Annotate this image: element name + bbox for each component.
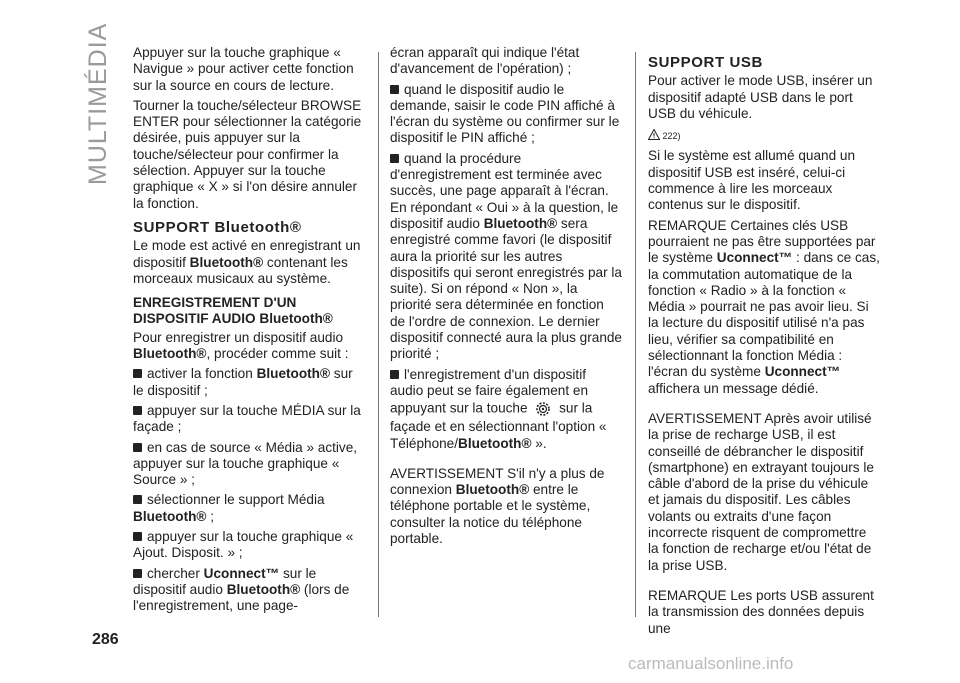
list-item: appuyer sur la touche MÉDIA sur la façade ; — [133, 402, 361, 435]
list-item: sélectionner le support Média Bluetooth® ; — [133, 492, 325, 524]
list-item: chercher Uconnect™ sur le dispositif audio Bluetooth® (lors de l'enregistrement, une page- — [133, 565, 350, 614]
list-item: l'enregistrement d'un dispositif audio peut se faire également en appuyant sur la touche sur la façade et en sélectionnant l'option « Téléphone/Bluetooth® ». — [390, 366, 607, 451]
column-divider — [635, 52, 636, 617]
column-divider — [378, 52, 379, 617]
warning-paragraph: AVERTISSEMENT Après avoir utilisé la prise de recharge USB, il est conseillé de débrancher le dispositif (smartphone) en extrayant toujours le câble d'abord de la prise du véhicule et jamais du dispositif. Les câbles volants ou extraits d'une façon incorrecte risquent de compromettre la fonction de recharge et/ou l'état de la prise USB. — [648, 410, 874, 573]
bullet-icon — [133, 532, 142, 541]
heading-support-usb: SUPPORT USB — [648, 54, 763, 71]
bullet-icon — [133, 569, 142, 578]
column-3 — [648, 45, 880, 641]
list-item: en cas de source « Média » active, appuyer sur la touche graphique « Source » ; — [133, 439, 358, 488]
paragraph: Pour activer le mode USB, insérer un dispositif adapté USB dans le port USB du véhicule. — [648, 73, 873, 121]
paragraph: Tourner la touche/sélecteur BROWSE ENTER pour sélectionner la catégorie désirée, puis appuyer sur la touche/sélecteur pour confirmer la sélection. Appuyer sur la touche graphique « X » si l'on désire annuler la fonction. — [133, 97, 362, 211]
bullet-icon — [133, 495, 142, 504]
list-item: quand le dispositif audio le demande, saisir le code PIN affiché à l'écran du système ou confirmer sur le dispositif le PIN affiché ; — [390, 81, 620, 146]
watermark: carmanualsonline.info — [628, 654, 794, 673]
paragraph: REMARQUE Certaines clés USB pourraient ne pas être supportées par le système Uconnect™ : dans ce cas, la commutation automatique de la fonction « Radio » à la fonction « Média » pourrait ne pas avoir lieu. Si la lecture du dispositif utilisé n'a pas lieu, vérifier sa compatibilité en sélectionnant la fonction Média : l'écran du système Uconnect™ affichera un message dédié. — [648, 217, 880, 396]
list-item: activer la fonction Bluetooth® sur le dispositif ; — [133, 366, 353, 398]
bullet-icon — [133, 406, 142, 415]
paragraph: REMARQUE Les ports USB assurent la transmission des données depuis une — [648, 587, 874, 636]
bullet-icon — [390, 85, 399, 94]
paragraph: Si le système est allumé quand un dispositif USB est inséré, celui-ci commence à lire les morceaux contenus sur le dispositif. — [648, 148, 856, 213]
page-number: 286 — [92, 631, 119, 648]
paragraph: Le mode est activé en enregistrant un dispositif Bluetooth® contenant les morceaux musicaux au système. — [133, 238, 361, 286]
bullet-icon — [133, 369, 142, 378]
list-item: appuyer sur la touche graphique « Ajout. Disposit. » ; — [133, 529, 354, 561]
column-1 — [133, 45, 365, 619]
paragraph: écran apparaît qui indique l'état d'avancement de l'opération) ; — [390, 45, 580, 77]
settings-gear-icon — [533, 399, 553, 419]
bullet-icon — [390, 154, 399, 163]
warning-reference: 222) — [648, 128, 681, 144]
warning-triangle-icon — [648, 129, 660, 140]
bullet-icon — [133, 443, 142, 452]
section-title: MULTIMÉDIA — [84, 22, 112, 185]
heading-enregistrement: ENREGISTREMENT D'UN DISPOSITIF AUDIO Bluetooth® — [133, 295, 333, 327]
bullet-icon — [390, 370, 399, 379]
column-2 — [390, 45, 622, 551]
warning-paragraph: AVERTISSEMENT S'il n'y a plus de connexion Bluetooth® entre le téléphone portable et le système, consulter la notice du téléphone portable. — [390, 465, 605, 547]
paragraph: Appuyer sur la touche graphique « Navigue » pour activer cette fonction sur la source en cours de lecture. — [133, 45, 354, 93]
list-item: quand la procédure d'enregistrement est terminée avec succès, une page apparaît à l'écran. En répondant « Oui » à la question, le dispositif audio Bluetooth® sera enregistré comme favori (le dispositif aura la priorité sur les autres dispositifs qui seront enregistrés par la suite). Si on répond « Non », la priorité sera déterminée en fonction de l'ordre de connexion. Le dernier dispositif connecté aura la plus grande priorité ; — [390, 150, 622, 362]
heading-support-bluetooth: SUPPORT Bluetooth® — [133, 218, 302, 236]
paragraph: Pour enregistrer un dispositif audio Bluetooth®, procéder comme suit : — [133, 329, 349, 362]
